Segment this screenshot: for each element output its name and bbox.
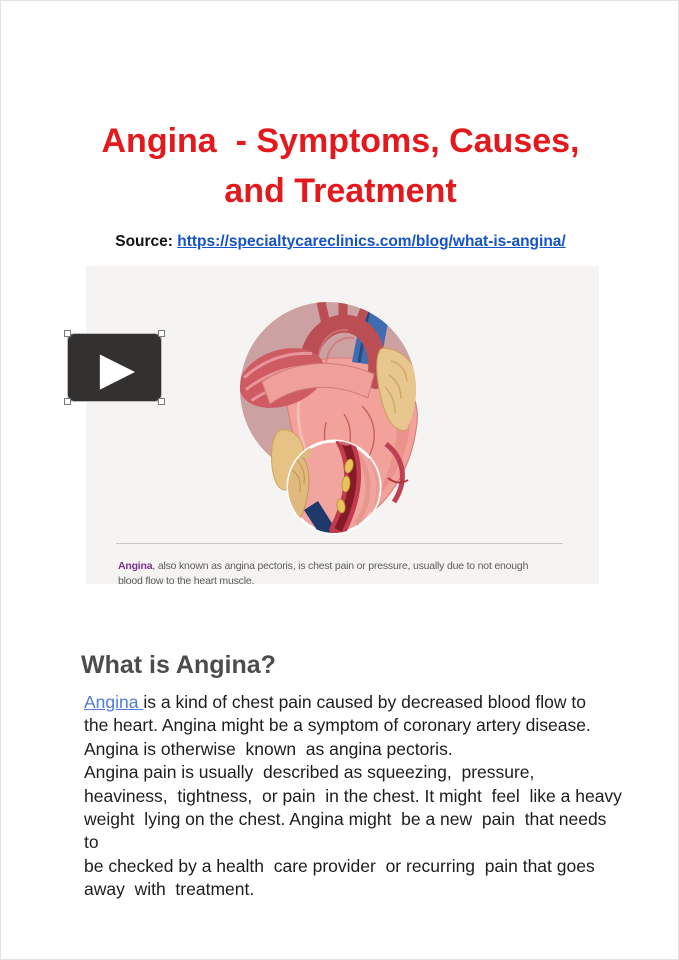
body-line: heaviness, tightness, or pain in the chest. It might feel like a heavy — [84, 785, 622, 806]
body-line: away with treatment. — [84, 879, 255, 900]
video-play-button[interactable] — [68, 334, 161, 401]
body-line: weight lying on the chest. Angina might be a new pain that needs to — [84, 809, 612, 853]
source-label: Source: — [115, 232, 178, 250]
article-body — [84, 691, 624, 902]
caption-divider — [116, 543, 563, 544]
selection-handle-bottom-right[interactable] — [158, 398, 165, 405]
body-line: Angina is otherwise known as angina pectoris. — [84, 738, 453, 759]
video-embed[interactable] — [86, 266, 599, 584]
body-line: be checked by a health care provider or recurring pain that goes — [84, 855, 595, 876]
body-line1-text: is a kind of chest pain caused by decreased blood flow to — [143, 692, 586, 712]
heart-illustration — [86, 266, 599, 584]
caption-lead-word: Angina — [118, 559, 153, 572]
page-title — [1, 116, 679, 216]
angina-link[interactable]: Angina — [84, 692, 144, 712]
source-link[interactable]: https://specialtycareclinics.com/blog/what-is-angina/ — [177, 232, 566, 250]
section-heading: What is Angina? — [81, 651, 276, 679]
caption-line1-text: , also known as angina pectoris, is chest pain or pressure, usually due to not enough — [152, 559, 529, 572]
selection-handle-top-left[interactable] — [64, 330, 71, 337]
body-line: the heart. Angina might be a symptom of coronary artery disease. — [84, 715, 591, 736]
figure-caption — [118, 559, 596, 585]
page-title-line2: and Treatment — [224, 171, 457, 210]
selection-handle-top-right[interactable] — [158, 330, 165, 337]
body-line — [84, 691, 624, 714]
play-icon: ▶ — [99, 340, 136, 395]
selection-handle-bottom-left[interactable] — [64, 398, 71, 405]
body-line: Angina pain is usually described as squeezing, pressure, — [84, 762, 535, 783]
source-line — [1, 233, 679, 251]
page-title-line1: Angina - Symptoms, Causes, — [101, 121, 580, 160]
caption-line2-text: blood flow to the heart muscle. — [118, 574, 255, 584]
